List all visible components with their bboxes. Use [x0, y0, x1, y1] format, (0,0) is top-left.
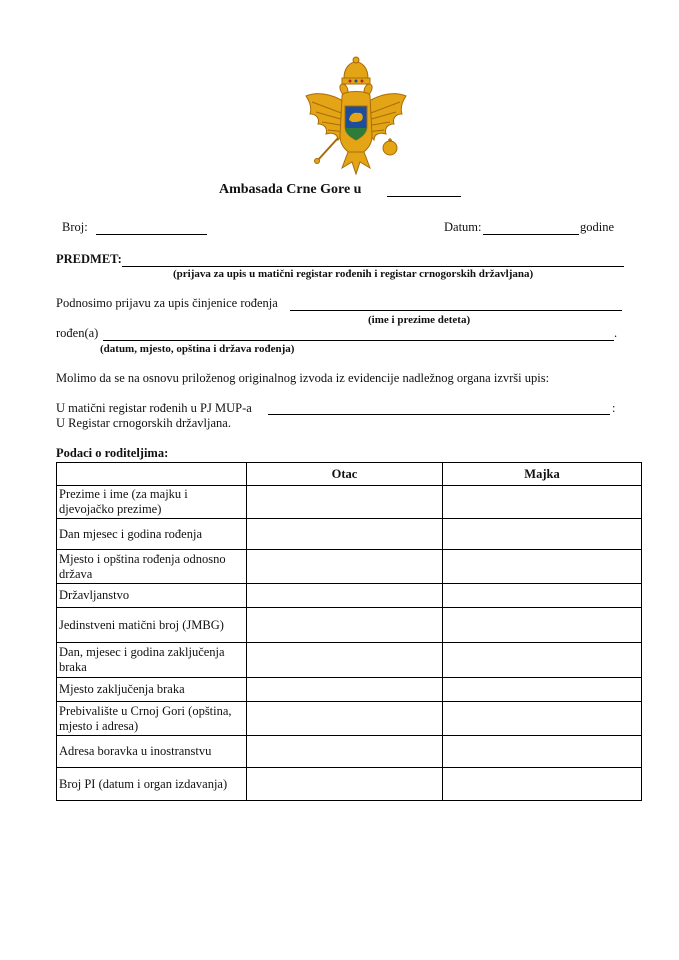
- child-name-line[interactable]: [290, 310, 622, 311]
- father-jmbg-cell[interactable]: [247, 608, 443, 643]
- table-row: [57, 486, 642, 519]
- predmet-input-line[interactable]: [122, 266, 624, 267]
- table-row: [57, 736, 642, 768]
- father-marriage-date-cell[interactable]: [247, 643, 443, 678]
- born-hint: (datum, mjesto, opština i država rođenja): [100, 343, 295, 355]
- registry-text: U matični registar rođenih u PJ MUP-a: [56, 401, 252, 415]
- parents-table: [56, 462, 642, 801]
- mother-marriage-place-cell[interactable]: [443, 678, 642, 702]
- father-citizenship-cell[interactable]: [247, 584, 443, 608]
- citizenship-text: U Registar crnogorskih državljana.: [56, 416, 231, 430]
- table-row: [57, 768, 642, 801]
- broj-input-line[interactable]: [96, 234, 207, 235]
- coat-of-arms-emblem: [298, 56, 414, 178]
- row-label-citizenship: Državljanstvo: [57, 584, 247, 608]
- crown-icon: [342, 57, 370, 84]
- father-residence-cell[interactable]: [247, 702, 443, 736]
- table-row: [57, 608, 642, 643]
- mother-birth-place-cell[interactable]: [443, 550, 642, 584]
- mother-column-header: Majka: [443, 463, 642, 486]
- parents-title: Podaci o roditeljima:: [56, 446, 169, 460]
- datum-input-line[interactable]: [483, 234, 579, 235]
- table-header-row: [57, 463, 642, 486]
- mother-id-document-cell[interactable]: [443, 768, 642, 801]
- mother-birth-date-cell[interactable]: [443, 519, 642, 550]
- row-label-surname-name: Prezime i ime (za majku i djevojačko prezime): [57, 486, 247, 519]
- row-label-birth-date: Dan mjesec i godina rođenja: [57, 519, 247, 550]
- tail-icon: [342, 152, 370, 174]
- row-label-marriage-date: Dan, mjesec i godina zaključenja braka: [57, 643, 247, 678]
- table-row: [57, 643, 642, 678]
- predmet-note: (prijava za upis u matični registar rođenih i registar crnogorskih državljana): [173, 268, 534, 280]
- mother-citizenship-cell[interactable]: [443, 584, 642, 608]
- registry-input-line[interactable]: [268, 414, 610, 415]
- godine-label: godine: [580, 220, 615, 234]
- born-end: .: [614, 326, 618, 340]
- father-birth-place-cell[interactable]: [247, 550, 443, 584]
- row-label-birth-place: Mjesto i opština rođenja odnosno država: [57, 550, 247, 584]
- table-row: [57, 550, 642, 584]
- shield-lion-icon: [345, 106, 367, 140]
- row-label-id-document: Broj PI (datum i organ izdavanja): [57, 768, 247, 801]
- row-label-abroad-address: Adresa boravka u inostranstvu: [57, 736, 247, 768]
- table-row: [57, 678, 642, 702]
- orb-icon: [383, 138, 397, 155]
- father-column-header: Otac: [247, 463, 443, 486]
- row-label-jmbg: Jedinstveni matični broj (JMBG): [57, 608, 247, 643]
- mother-marriage-date-cell[interactable]: [443, 643, 642, 678]
- father-birth-date-cell[interactable]: [247, 519, 443, 550]
- table-row: [57, 584, 642, 608]
- mother-jmbg-cell[interactable]: [443, 608, 642, 643]
- predmet-label: PREDMET:: [56, 252, 122, 266]
- born-details-line[interactable]: [103, 340, 614, 341]
- father-surname-name-cell[interactable]: [247, 486, 443, 519]
- table-row: [57, 519, 642, 550]
- mother-surname-name-cell[interactable]: [443, 486, 642, 519]
- father-abroad-address-cell[interactable]: [247, 736, 443, 768]
- datum-label: Datum:: [444, 220, 482, 234]
- registry-end: :: [612, 401, 616, 415]
- father-id-document-cell[interactable]: [247, 768, 443, 801]
- table-row: [57, 702, 642, 736]
- row-label-marriage-place: Mjesto zaključenja braka: [57, 678, 247, 702]
- mother-residence-cell[interactable]: [443, 702, 642, 736]
- empty-header-cell: [57, 463, 247, 486]
- request-text: Podnosimo prijavu za upis činjenice rođenja: [56, 296, 278, 310]
- child-name-hint: (ime i prezime deteta): [368, 314, 471, 326]
- father-marriage-place-cell[interactable]: [247, 678, 443, 702]
- embassy-city-line[interactable]: [387, 196, 461, 197]
- ask-text: Molimo da se na osnovu priloženog originalnog izvoda iz evidencije nadležnog organa izvrši upis:: [56, 371, 550, 385]
- broj-label: Broj:: [62, 220, 88, 234]
- embassy-heading: Ambasada Crne Gore u: [219, 182, 362, 197]
- scepter-icon: [315, 138, 339, 164]
- mother-abroad-address-cell[interactable]: [443, 736, 642, 768]
- row-label-residence: Prebivalište u Crnoj Gori (opština, mjesto i adresa): [57, 702, 247, 736]
- born-label: rođen(a): [56, 326, 99, 340]
